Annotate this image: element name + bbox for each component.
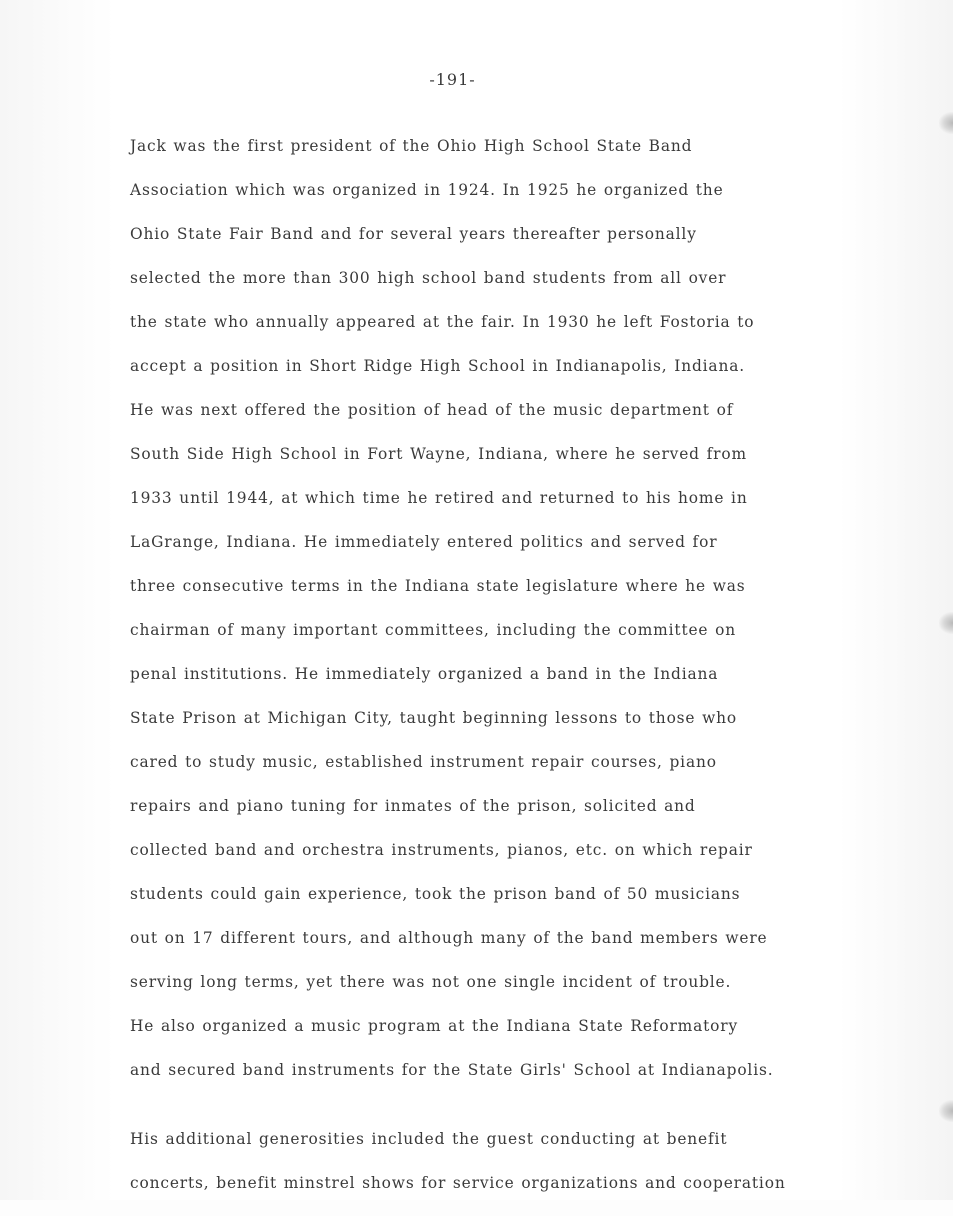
paragraph (130, 1128, 870, 1216)
text-line: Jack was the first president of the Ohio High School State Band (130, 137, 693, 155)
text-line: the state who annually appeared at the fair. In 1930 he left Fostoria to (130, 313, 755, 331)
text-line: LaGrange, Indiana. He immediately entered politics and served for (130, 533, 718, 551)
text-line: cared to study music, established instrument repair courses, piano (130, 753, 717, 771)
binding-mark (939, 1100, 953, 1122)
text-line: out on 17 different tours, and although many of the band members were (130, 929, 768, 947)
text-line: Association which was organized in 1924. In 1925 he organized the (130, 181, 724, 199)
binding-mark (939, 612, 953, 634)
text-line: students could gain experience, took the prison band of 50 musicians (130, 885, 741, 903)
text-line: State Prison at Michigan City, taught beginning lessons to those who (130, 709, 738, 727)
text-line: repairs and piano tuning for inmates of the prison, solicited and (130, 797, 696, 815)
text-line: collected band and orchestra instruments, pianos, etc. on which repair (130, 841, 753, 859)
text-line: 1933 until 1944, at which time he retired and returned to his home in (130, 489, 748, 507)
text-line: concerts, benefit minstrel shows for service organizations and cooperation (130, 1174, 786, 1192)
binding-mark (939, 112, 953, 134)
text-line: chairman of many important committees, including the committee on (130, 621, 737, 639)
text-line: selected the more than 300 high school band students from all over (130, 269, 727, 287)
text-line: South Side High School in Fort Wayne, Indiana, where he served from (130, 445, 747, 463)
text-line: He was next offered the position of head of the music department of (130, 401, 734, 419)
text-line: serving long terms, yet there was not one single incident of trouble. (130, 973, 732, 991)
text-line: He also organized a music program at the Indiana State Reformatory (130, 1017, 739, 1035)
text-line: and secured band instruments for the State Girls' School at Indianapolis. (130, 1061, 774, 1079)
text-line: accept a position in Short Ridge High School in Indianapolis, Indiana. (130, 357, 745, 375)
text-line: Ohio State Fair Band and for several years thereafter personally (130, 225, 697, 243)
text-line: penal institutions. He immediately organized a band in the Indiana (130, 665, 719, 683)
paragraph (130, 135, 870, 1103)
text-line: three consecutive terms in the Indiana state legislature where he was (130, 577, 746, 595)
page-number: -191- (429, 70, 476, 89)
text-line: His additional generosities included the guest conducting at benefit (130, 1130, 728, 1148)
